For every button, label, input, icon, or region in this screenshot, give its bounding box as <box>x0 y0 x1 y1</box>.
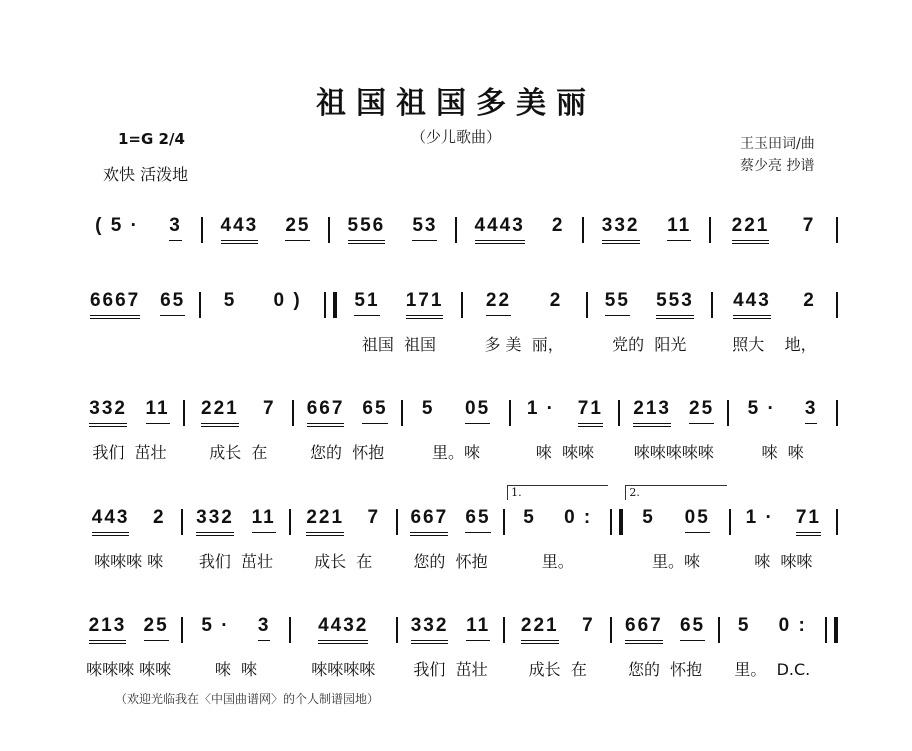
note-group: 65 <box>362 398 387 424</box>
footer-note: （欢迎光临我在〈中国曲谱网〉的个人制谱园地） <box>115 692 380 706</box>
lyrics: 成长 在 <box>528 660 587 679</box>
measure <box>623 486 728 571</box>
measure <box>511 398 618 462</box>
tempo-marking: 欢快 活泼地 <box>103 165 189 184</box>
key-signature: 1=G 2/4 <box>118 130 185 148</box>
note-group: 7 <box>802 215 816 236</box>
lyrics: 我们 茁壮 <box>198 552 274 571</box>
note-group: 6667 <box>90 290 140 319</box>
note-group: 667 <box>625 615 663 644</box>
notes <box>463 290 586 324</box>
lyrics: 唻 唻唻 <box>754 552 813 571</box>
measure <box>403 398 510 462</box>
note-group: 05 <box>685 507 710 533</box>
measure <box>398 507 503 571</box>
notes <box>76 615 181 649</box>
note-group: 25 <box>689 398 714 424</box>
notes <box>291 615 396 649</box>
lyrics: 党的 阳光 <box>612 335 687 354</box>
note-group: 553 <box>656 290 694 319</box>
notes <box>76 215 201 249</box>
note-group: 11 <box>146 398 170 424</box>
note-group: 25 <box>285 215 310 241</box>
measure <box>183 615 288 679</box>
lyrics <box>201 332 324 354</box>
measure <box>729 398 836 462</box>
lyrics: 多 美 丽， <box>484 335 564 354</box>
notes <box>294 398 401 432</box>
note-group: 443 <box>92 507 130 536</box>
note-group: 0 : <box>778 615 807 636</box>
lyrics: 唻 唻唻 <box>535 443 594 462</box>
notes <box>713 290 836 324</box>
note-group: 4443 <box>475 215 525 244</box>
measure <box>203 215 328 279</box>
note-group: 53 <box>412 215 437 241</box>
song-subtitle: （少儿歌曲） <box>410 128 501 146</box>
notes <box>337 290 460 324</box>
notes <box>398 615 503 649</box>
note-group: 11 <box>252 507 276 533</box>
note-group: 0 : <box>564 507 593 528</box>
score-line <box>76 290 838 354</box>
note-group: 5 <box>523 507 536 528</box>
notes <box>711 215 836 249</box>
note-group: 332 <box>602 215 640 244</box>
notes <box>76 398 183 432</box>
measure <box>337 290 460 354</box>
volta-bracket: 1. <box>507 485 608 500</box>
lyrics: 唻 唻 <box>214 660 258 679</box>
lyrics: 唻唻唻 唻 <box>94 552 164 571</box>
notes <box>729 398 836 432</box>
note-group: 5 · <box>747 398 776 419</box>
note-group: 2 <box>549 290 563 311</box>
score-line <box>76 215 838 279</box>
notes <box>403 398 510 432</box>
note-group: 443 <box>733 290 771 319</box>
measure <box>185 398 292 462</box>
lyrics <box>584 257 709 279</box>
measure <box>457 215 582 279</box>
note-group: 332 <box>411 615 449 644</box>
lyrics: 唻唻唻 唻唻 <box>86 660 172 679</box>
barline <box>836 217 838 243</box>
note-group: 332 <box>89 398 127 427</box>
lyrics <box>76 332 199 354</box>
measure <box>183 507 288 571</box>
note-group: 667 <box>307 398 345 427</box>
note-group: 332 <box>196 507 234 536</box>
measure <box>76 398 183 462</box>
note-group: 221 <box>201 398 239 427</box>
lyrics: 唻 唻 <box>761 443 804 462</box>
notes <box>505 615 610 649</box>
note-group: 71 <box>578 398 603 427</box>
score-line <box>76 398 838 462</box>
note-group: 1 · <box>526 398 555 419</box>
notes <box>720 615 825 649</box>
lyrics: 我们 茁壮 <box>413 660 488 679</box>
note-group: 2 <box>152 507 166 528</box>
barline <box>836 400 838 426</box>
score-line <box>76 615 838 679</box>
lyrics: 里。唻 <box>652 552 701 571</box>
measure <box>588 290 711 354</box>
barline <box>836 292 838 318</box>
repeat-barline <box>825 617 838 643</box>
measure <box>505 486 610 571</box>
barline <box>836 509 838 535</box>
notes <box>731 507 836 541</box>
composer-credit: 王玉田词/曲 <box>740 136 815 152</box>
measure <box>505 615 610 679</box>
lyrics: 您的 怀抱 <box>413 552 488 571</box>
notes <box>291 507 396 541</box>
repeat-barline <box>610 509 623 535</box>
song-title: 祖国祖国多美丽 <box>316 86 596 121</box>
transcriber-credit: 蔡少亮 抄谱 <box>740 158 815 174</box>
note-group: 5 <box>737 615 751 636</box>
note-group: 0 ) <box>273 290 302 311</box>
measure <box>713 290 836 354</box>
measure <box>330 215 455 279</box>
measure <box>731 507 836 571</box>
measure <box>201 290 324 354</box>
note-group: 5 · <box>201 615 230 636</box>
lyrics: 照大 地， <box>732 335 817 354</box>
lyrics: 里。 <box>541 552 574 571</box>
lyrics: 里。唻 <box>432 443 481 462</box>
measure <box>711 215 836 279</box>
note-group: 7 <box>582 615 595 636</box>
note-group: 443 <box>221 215 259 244</box>
measure <box>398 615 503 679</box>
notes <box>183 507 288 541</box>
lyrics: 我们 茁壮 <box>92 443 167 462</box>
notes <box>505 507 610 541</box>
notes <box>623 507 728 541</box>
measure <box>294 398 401 462</box>
note-group: 5 <box>421 398 435 419</box>
note-group: 25 <box>144 615 169 641</box>
lyrics: 成长 在 <box>314 552 373 571</box>
lyrics <box>76 257 201 279</box>
notes <box>203 215 328 249</box>
measure <box>612 615 717 679</box>
note-group: 7 <box>262 398 276 419</box>
lyrics: 唻唻唻唻 <box>311 660 376 679</box>
score-line <box>76 486 838 571</box>
measure <box>76 290 199 354</box>
notes <box>398 507 503 541</box>
note-group: 11 <box>466 615 490 641</box>
notes <box>620 398 727 432</box>
note-group: 221 <box>521 615 559 644</box>
notes <box>584 215 709 249</box>
notes <box>201 290 324 324</box>
note-group: 3 <box>169 215 182 241</box>
note-group: 2 <box>551 215 565 236</box>
note-group: 5 <box>223 290 237 311</box>
note-group: 55 <box>605 290 630 316</box>
lyrics <box>711 257 836 279</box>
lyrics <box>457 257 582 279</box>
note-group: 2 <box>803 290 816 311</box>
note-group: 1 · <box>745 507 774 528</box>
note-group: 71 <box>796 507 821 536</box>
note-group: 05 <box>465 398 490 424</box>
notes <box>612 615 717 649</box>
volta-bracket: 2. <box>625 485 726 500</box>
measure <box>463 290 586 354</box>
lyrics: 成长 在 <box>209 443 268 462</box>
note-group: 65 <box>680 615 705 641</box>
note-group: 22 <box>486 290 511 316</box>
note-group: 3 <box>258 615 271 641</box>
note-group: 5 <box>642 507 655 528</box>
measure <box>291 615 396 679</box>
note-group: 7 <box>367 507 381 528</box>
notes <box>511 398 618 432</box>
measure <box>76 507 181 571</box>
measure <box>584 215 709 279</box>
lyrics: 祖国 祖国 <box>361 335 437 354</box>
lyrics: 您的 怀抱 <box>627 660 703 679</box>
note-group: 4432 <box>318 615 368 644</box>
notes <box>183 615 288 649</box>
note-group: 213 <box>89 615 127 644</box>
measure <box>620 398 727 462</box>
measure <box>291 507 396 571</box>
lyrics: 里。 D.C. <box>734 660 811 679</box>
lyrics: 唻唻唻唻唻 <box>633 443 714 462</box>
note-group: 221 <box>732 215 770 244</box>
measure <box>720 615 825 679</box>
measure <box>76 615 181 679</box>
notes <box>185 398 292 432</box>
note-group: 3 <box>805 398 818 424</box>
note-group: 11 <box>667 215 691 241</box>
note-group: 51 <box>354 290 379 316</box>
lyrics: 您的 怀抱 <box>310 443 385 462</box>
notes <box>330 215 455 249</box>
note-group: 556 <box>348 215 386 244</box>
notes <box>457 215 582 249</box>
note-group: ( 5 · <box>95 215 139 236</box>
note-group: 667 <box>410 507 448 536</box>
repeat-barline <box>324 292 337 318</box>
lyrics <box>330 257 455 279</box>
notes <box>76 290 199 324</box>
note-group: 65 <box>465 507 490 533</box>
note-group: 221 <box>306 507 344 536</box>
note-group: 213 <box>633 398 671 427</box>
note-group: 171 <box>406 290 444 319</box>
note-group: 65 <box>160 290 185 316</box>
measure <box>76 215 201 279</box>
notes <box>588 290 711 324</box>
notes <box>76 507 181 541</box>
lyrics <box>203 257 328 279</box>
